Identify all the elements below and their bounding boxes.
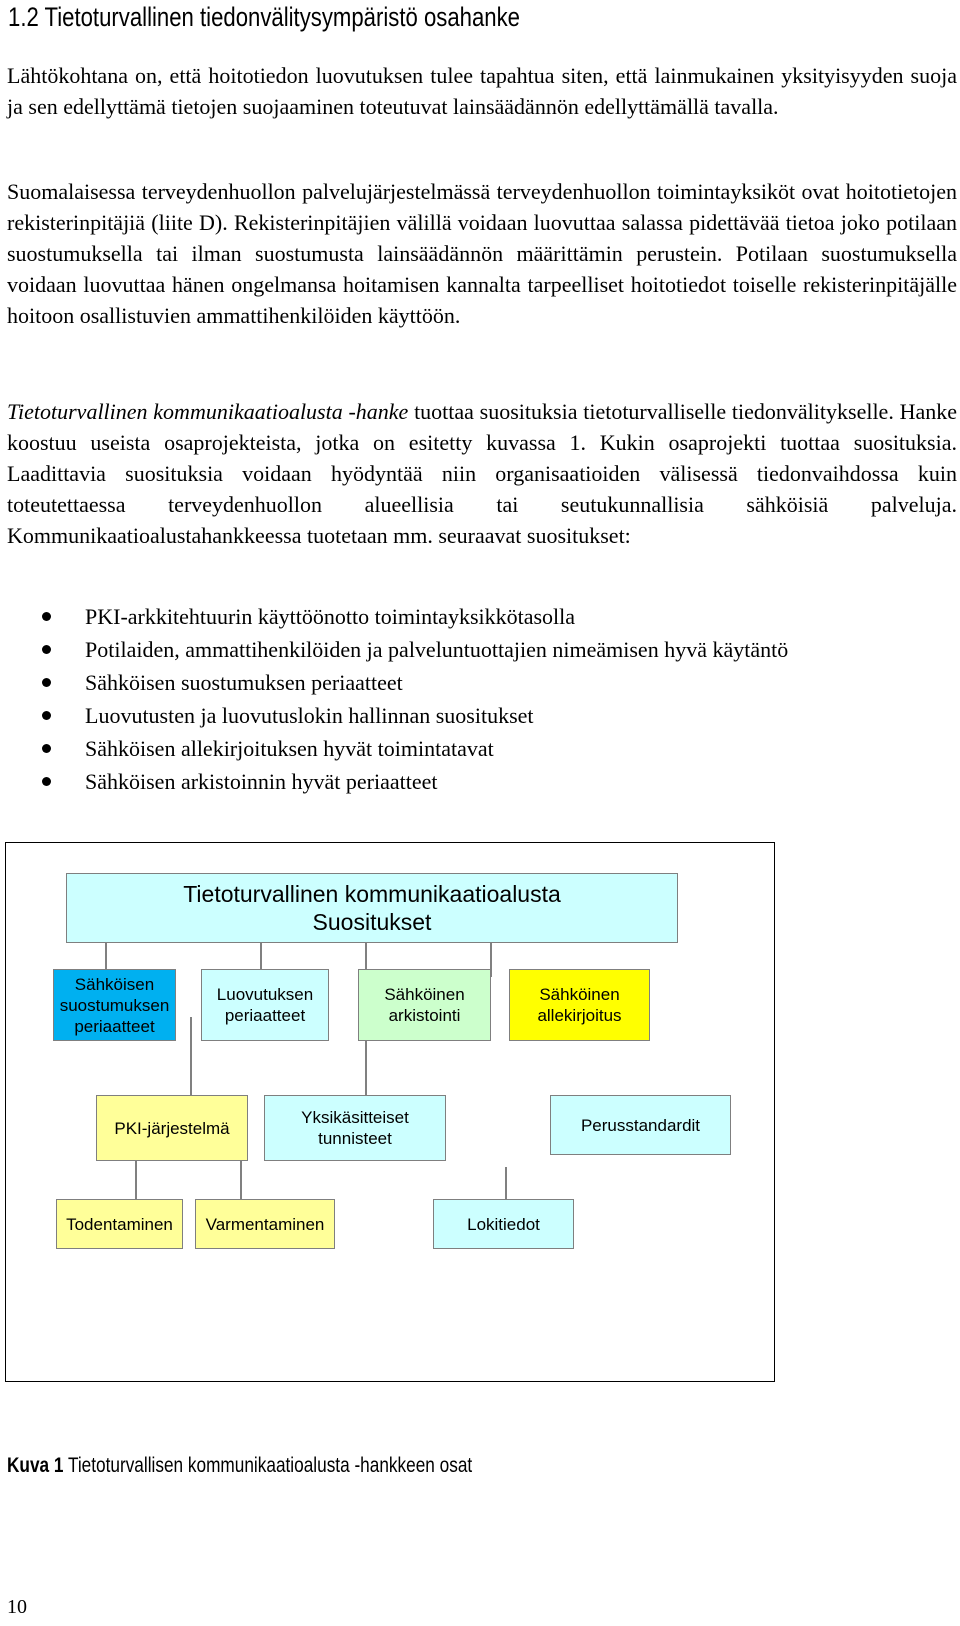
- bullet-icon: [42, 777, 51, 786]
- list-item: Potilaiden, ammattihenkilöiden ja palveluntuottajien nimeämisen hyvä käytäntö: [0, 633, 950, 666]
- list-item: Luovutusten ja luovutuslokin hallinnan suositukset: [0, 699, 950, 732]
- list-item: Sähköisen allekirjoituksen hyvät toimintatavat: [0, 732, 950, 765]
- bullet-icon: [42, 645, 51, 654]
- list-item: PKI-arkkitehtuurin käyttöönotto toimintayksikkötasolla: [0, 600, 950, 633]
- project-name: Tietoturvallinen kommunikaatioalusta -hanke: [7, 399, 409, 424]
- paragraph-3-text: tuottaa suosituksia tietoturvalliselle tiedonvälitykselle. Hanke koostuu useista osaprojekteista, jotka on esitetty kuvassa 1. Kukin osaprojekti tuottaa suosituksia. Laadittavia suosituksia voidaan hyödyntää niin organisaatioiden välisessä tiedonvaihdossa kuin toteutettaessa terveydenhuollon alueellisia tai seutukunnallisia sähköisiä palveluja. Kommunikaatioalustahankkeessa tuotetaan mm. seuraavat suositukset:: [7, 399, 957, 548]
- box-consent-principles: Sähköisen suostumuksen periaatteet: [53, 969, 176, 1041]
- box-basic-standards: Perusstandardit: [550, 1095, 731, 1155]
- box-recommendations: Tietoturvallinen kommunikaatioalusta Suositukset: [66, 873, 678, 943]
- box-log-data: Lokitiedot: [433, 1199, 574, 1249]
- bullet-icon: [42, 744, 51, 753]
- box-authentication: Todentaminen: [56, 1199, 183, 1249]
- paragraph-1: Lähtökohtana on, että hoitotiedon luovutuksen tulee tapahtua siten, että lainmukainen yksityisyyden suoja ja sen edellyttämä tietojen suojaaminen toteutuvat lainsäädännön edellyttämällä tavalla.: [7, 63, 957, 119]
- box-electronic-archiving: Sähköinen arkistointi: [358, 969, 491, 1041]
- section-heading: 1.2 Tietoturvallinen tiedonvälitysympäristö osahanke: [8, 2, 520, 32]
- bullet-icon: [42, 711, 51, 720]
- page-number: 10: [7, 1596, 27, 1618]
- box-electronic-signature: Sähköinen allekirjoitus: [509, 969, 650, 1041]
- list-item: Sähköisen arkistoinnin hyvät periaatteet: [0, 765, 950, 798]
- box-pki-system: PKI-järjestelmä: [96, 1095, 248, 1161]
- list-item: Sähköisen suostumuksen periaatteet: [0, 666, 950, 699]
- box-certification: Varmentaminen: [195, 1199, 335, 1249]
- project-diagram: [5, 842, 775, 1382]
- box-unique-identifiers: Yksikäsitteiset tunnisteet: [264, 1095, 446, 1161]
- paragraph-2: Suomalaisessa terveydenhuollon palvelujärjestelmässä terveydenhuollon toimintayksiköt ovat hoitotietojen rekisterinpitäjiä (liite D). Rekisterinpitäjien välillä voidaan luovuttaa salassa pidettävää tietoa joko potilaan suostumuksella tai ilman suostumusta lainsäädännön määrittämin perustein. Potilaan suostumuksella voidaan luovuttaa hänen ongelmansa hoitamisen kannalta tarpeelliset hoitotiedot toiselle rekisterinpitäjälle hoitoon osallistuvien ammattihenkilöiden käyttöön.: [7, 179, 957, 328]
- recommendation-list: [0, 600, 950, 798]
- figure-caption: Kuva 1 Tietoturvallisen kommunikaatioalusta -hankkeen osat: [7, 1454, 473, 1477]
- bullet-icon: [42, 678, 51, 687]
- bullet-icon: [42, 612, 51, 621]
- box-disclosure-principles: Luovutuksen periaatteet: [201, 969, 329, 1041]
- paragraph-3: [7, 396, 957, 551]
